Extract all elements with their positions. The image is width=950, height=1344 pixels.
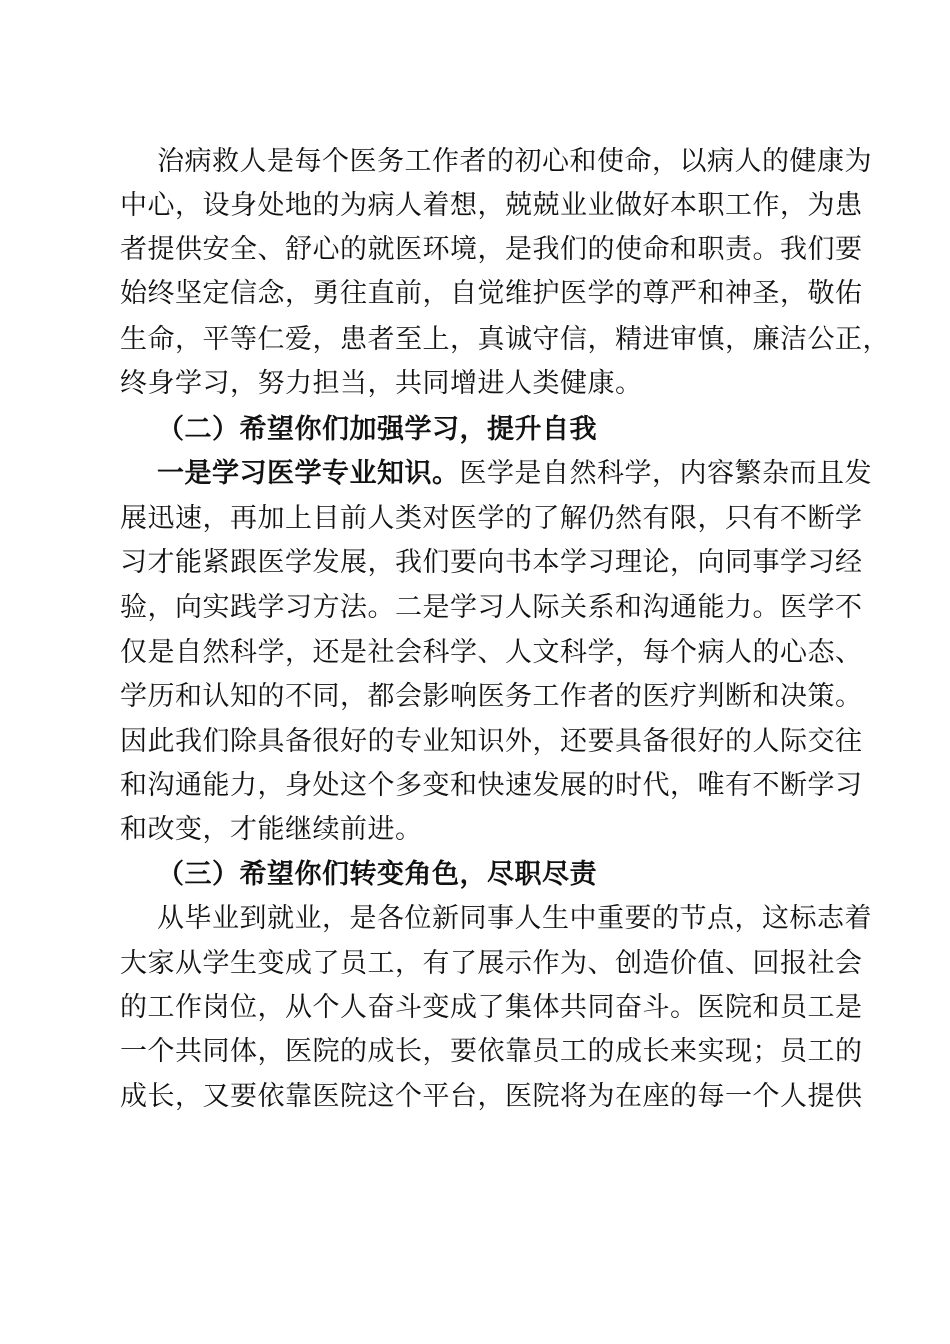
paragraph-1-line-1: 治病救人是每个医务工作者的初心和使命，以病人的健康为 [157,146,872,177]
paragraph-3-line-2: 大家从学生变成了员工，有了展示作为、创造价值、回报社会 [120,948,863,979]
paragraph-1-line-3: 者提供安全、舒心的就医环境，是我们的使命和职责。我们要 [120,234,863,265]
section-heading-2: （二）希望你们加强学习，提升自我 [157,414,597,445]
paragraph-2-line-6: 学历和认知的不同，都会影响医务工作者的医疗判断和决策。 [120,681,863,712]
paragraph-2-line-4: 验，向实践学习方法。二是学习人际关系和沟通能力。医学不 [120,592,863,623]
paragraph-1-line-4: 始终坚定信念，勇往直前，自觉维护医学的尊严和神圣，敬佑 [120,278,863,309]
section-heading-3: （三）希望你们转变角色，尽职尽责 [157,859,597,890]
paragraph-2-line-1 [157,452,872,496]
paragraph-2-line-8: 和沟通能力，身处这个多变和快速发展的时代，唯有不断学习 [120,770,863,801]
paragraph-3-line-3: 的工作岗位，从个人奋斗变成了集体共同奋斗。医院和员工是 [120,992,863,1023]
paragraph-3-line-5: 成长，又要依靠医院这个平台，医院将为在座的每一个人提供 [120,1081,863,1112]
paragraph-2-line-1-rest: 医学是自然科学，内容繁杂而且发 [459,458,872,489]
paragraph-2-line-5: 仅是自然科学，还是社会科学、人文科学，每个病人的心态、 [120,637,863,668]
paragraph-1-line-6: 终身学习，努力担当，共同增进人类健康。 [120,368,643,399]
paragraph-2-line-7: 因此我们除具备很好的专业知识外，还要具备很好的人际交往 [120,726,863,757]
paragraph-1-line-2: 中心，设身处地的为病人着想，兢兢业业做好本职工作，为患 [120,190,863,221]
paragraph-1-line-5: 生命，平等仁爱，患者至上，真诚守信，精进审慎，廉洁公正， [120,324,890,355]
paragraph-3-line-1: 从毕业到就业，是各位新同事人生中重要的节点，这标志着 [157,903,872,934]
paragraph-2-line-3: 习才能紧跟医学发展，我们要向书本学习理论，向同事学习经 [120,547,863,578]
paragraph-2-line-9: 和改变，才能继续前进。 [120,814,423,845]
paragraph-2-line-2: 展迅速，再加上目前人类对医学的了解仍然有限，只有不断学 [120,503,863,534]
paragraph-2-lead: 一是学习医学专业知识。 [157,458,460,489]
paragraph-3-line-4: 一个共同体，医院的成长，要依靠员工的成长来实现；员工的 [120,1036,863,1067]
